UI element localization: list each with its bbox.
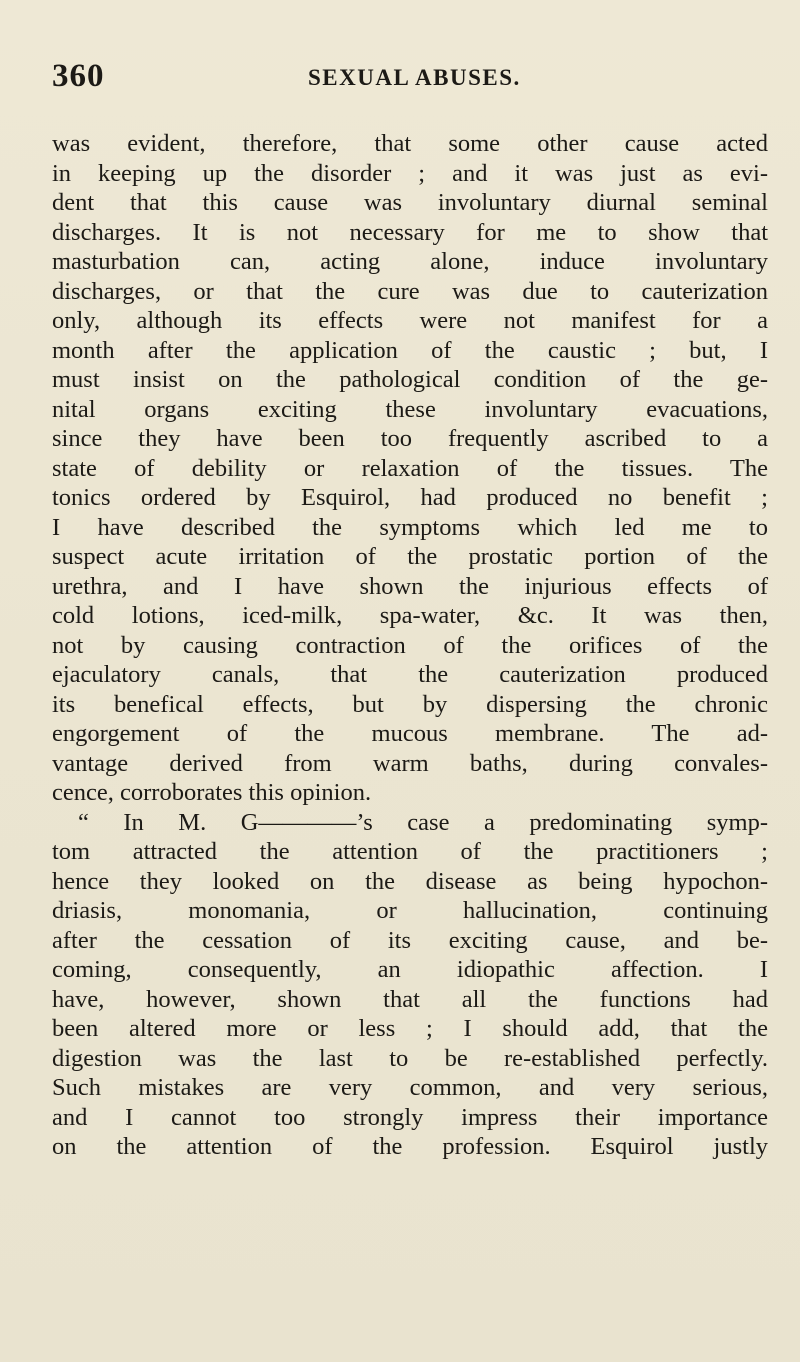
text-line: in keeping up the disorder ; and it was just as evi- xyxy=(52,159,768,187)
text-line: coming, consequently, an idiopathic affection. I xyxy=(52,956,768,983)
text-line: discharges, or that the cure was due to cauterization xyxy=(52,277,768,305)
text-line: month after the application of the caustic ; but, I xyxy=(52,336,768,364)
text-line: digestion was the last to be re-established perfectly. xyxy=(52,1044,768,1072)
text-line: engorgement of the mucous membrane. The ad- xyxy=(52,720,768,747)
text-line: since they have been too frequently ascribed to a xyxy=(52,425,768,452)
text-line: tom attracted the attention of the practitioners ; xyxy=(52,838,768,865)
text-line: discharges. It is not necessary for me to show that xyxy=(52,218,768,246)
text-line: on the attention of the profession. Esquirol justly xyxy=(52,1133,768,1160)
text-line: after the cessation of its exciting cause, and be- xyxy=(52,926,768,954)
text-line: and I cannot too strongly impress their importance xyxy=(52,1103,768,1131)
text-line: nital organs exciting these involuntary evacuations, xyxy=(52,395,768,423)
text-line: I have described the symptoms which led me to xyxy=(52,513,768,541)
body-text xyxy=(52,129,768,1162)
text-line: not by causing contraction of the orifices of the xyxy=(52,631,768,659)
text-line: urethra, and I have shown the injurious effects of xyxy=(52,572,768,600)
paragraph-start-line: “ In M. G————’s case a predominating symp- xyxy=(78,808,768,836)
running-head: SEXUAL ABUSES. xyxy=(308,65,521,90)
text-line: its benefical effects, but by dispersing the chronic xyxy=(52,690,768,718)
page-number: 360 xyxy=(52,58,105,94)
text-line: Such mistakes are very common, and very serious, xyxy=(52,1074,768,1101)
text-line: masturbation can, acting alone, induce involuntary xyxy=(52,248,768,275)
text-line: suspect acute irritation of the prostatic portion of the xyxy=(52,543,768,570)
text-line: state of debility or relaxation of the tissues. The xyxy=(52,454,768,482)
text-line: was evident, therefore, that some other cause acted xyxy=(52,130,768,157)
text-line: ejaculatory canals, that the cauterization produced xyxy=(52,661,768,688)
text-line: must insist on the pathological condition of the ge- xyxy=(52,366,768,393)
text-line: cold lotions, iced-milk, spa-water, &c. It was then, xyxy=(52,602,768,629)
text-line: only, although its effects were not manifest for a xyxy=(52,307,768,334)
text-line: have, however, shown that all the functions had xyxy=(52,985,768,1013)
text-line: vantage derived from warm baths, during convales- xyxy=(52,749,768,777)
page-header xyxy=(52,58,772,102)
text-line: tonics ordered by Esquirol, had produced no benefit ; xyxy=(52,484,768,511)
text-line: hence they looked on the disease as being hypochon- xyxy=(52,867,768,895)
text-line: been altered more or less ; I should add, that the xyxy=(52,1015,768,1042)
paragraph-end-line: cence, corroborates this opinion. xyxy=(52,779,372,806)
text-line: driasis, monomania, or hallucination, continuing xyxy=(52,897,768,924)
text-line: dent that this cause was involuntary diurnal seminal xyxy=(52,189,768,216)
